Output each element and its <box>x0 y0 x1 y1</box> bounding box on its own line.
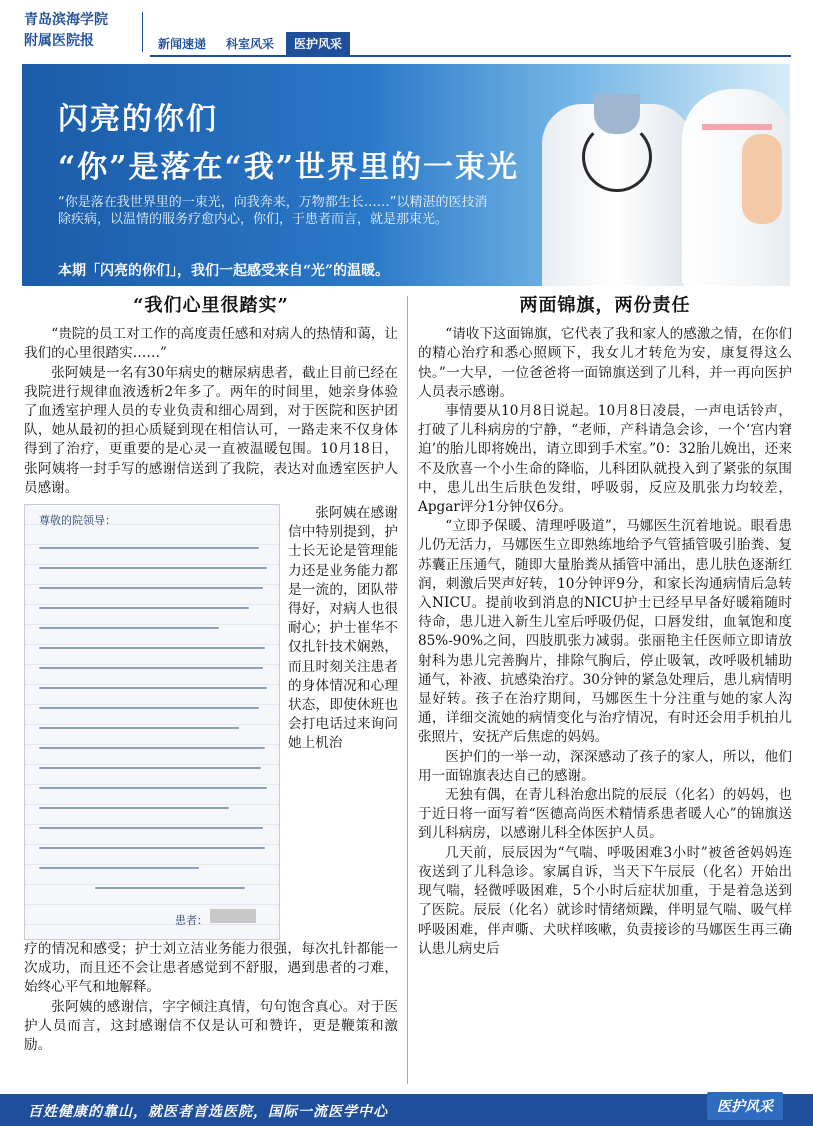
banner-quote: “你是落在我世界里的一束光，向我奔来，万物都生长……”以精湛的医技消除疾病，以温情的服务疗愈内心，你们，于患者而言，就是那束光。 <box>58 195 488 227</box>
letter-signature: 患者： <box>175 914 208 928</box>
section-nav <box>150 32 350 55</box>
right-paragraph: 医护们的一举一动，深深感动了孩子的家人，所以，他们用一面锦旗表达自己的感谢。 <box>418 748 792 784</box>
left-paragraph-continued: 疗的情况和感受；护士刘立洁业务能力很强，每次扎针都能一次成功，而且还不会让患者感觉到不舒服，遇到患者的刁难，始终心平气和地解释。 <box>24 941 398 996</box>
left-paragraph: 张阿姨的感谢信，字字倾注真情，句句饱含真心。对于医护人员而言，这封感谢信不仅是认可和赞许，更是鞭策和激励。 <box>24 998 398 1054</box>
logo-line-2: 附属医院报 <box>24 33 94 49</box>
nurse-arm <box>742 134 782 224</box>
footer-section-tag[interactable]: 医护风采 <box>707 1092 783 1120</box>
right-paragraph: “立即予保暖、清理呼吸道”，马娜医生沉着地说。眼看患儿仍无活力，马娜医生立即熟练地给予气管插管吸引胎粪、复苏囊正压通气，随即大量胎粪从插管中涌出，患儿肤色逐渐红润，刺激后哭声好转，10分钟评9分，和家长沟通病情后急转入NICU。提前收到消息的NICU护士已经早早备好暖箱随时待命，患儿进入新生儿室后呼吸仍促，口唇发绀，血氧饱和度85%-90%之间，四肢肌张力减弱。张丽艳主任医师立即请放射科为患儿完善胸片，排除气胸后，停止吸氧，改呼吸机辅助通气，补液、抗感染治疗。30分钟的紧急处理后，患儿病情明显好转。孩子在治疗期间，马娜医生十分注重与她的家人沟通，详细交流她的病情变化与治疗情况，有时还会用手机拍儿张照片，安抚产后焦虑的妈妈。 <box>418 518 792 746</box>
masthead-separator <box>142 12 143 52</box>
banner-subtitle: “你”是落在“我”世界里的一束光 <box>58 150 520 185</box>
logo-line-1: 青岛滨海学院 <box>24 12 108 28</box>
redacted-name <box>210 909 256 923</box>
nav-departments[interactable]: 科室风采 <box>226 37 275 51</box>
nurse-uniform-trim <box>702 124 772 130</box>
right-article <box>418 292 792 959</box>
left-article-headline: “我们心里很踏实” <box>133 295 289 316</box>
right-paragraph: 几天前，辰辰因为“气喘、呼吸困难3小时”被爸爸妈妈连夜送到了儿科急诊。家属自诉，当天下午辰辰（化名）开始出现气喘，轻微呼吸困难，5个小时后症状加重，于是着急送到了医院。辰辰（化名）就诊时情绪烦躁，伴明显气喘、吸气样呼吸困难，伴声嘶、犬吠样咳嗽，负责接诊的马娜医生再三确认患儿病史后 <box>418 844 792 957</box>
footer-bar <box>0 1094 813 1126</box>
banner-title: 闪亮的你们 <box>58 102 218 137</box>
stethoscope-icon <box>582 122 652 192</box>
right-paragraph: “请收下这面锦旗，它代表了我和家人的感激之情，在你们的精心治疗和悉心照顾下，我女儿才转危为安，康复得这么快。”一大早，一位爸爸将一面锦旗送到了儿科，并一再向医护人员表示感谢。 <box>418 326 792 400</box>
nav-news[interactable]: 新闻速递 <box>158 37 207 51</box>
column-divider <box>407 296 408 1084</box>
nav-staff-profile[interactable]: 医护风采 <box>286 32 350 55</box>
left-paragraph: “贵院的员工对工作的高度责任感和对病人的热情和蔼，让我们的心里很踏实……” <box>24 326 398 362</box>
newspaper-logo[interactable] <box>24 10 134 52</box>
left-paragraph: 张阿姨是一名有30年病史的糖尿病患者，截止目前已经在我院进行规律血液透析2年多了。两年的时间里，她亲身体验了血透室护理人员的专业负责和细心周到，对于医院和医护团队，她从最初的担心质疑到现在相信认可，一路走来不仅身体得到了治疗，更重要的是心灵一直被温暖包围。10月18日，张阿姨将一封手写的感谢信送到了我院，表达对血透室医护人员感谢。 <box>24 364 398 496</box>
letter-section <box>24 504 398 940</box>
banner-issue-note: 本期「闪亮的你们」，我们一起感受来自“光”的温暖。 <box>58 263 390 279</box>
masthead <box>0 0 813 62</box>
right-paragraph: 无独有偶，在青儿科治愈出院的辰辰（化名）的妈妈，也于近日将一面写着“医德高尚医术精情系患者暖人心”的锦旗送到儿科病房，以感谢儿科全体医护人员。 <box>418 787 792 842</box>
letter-greeting: 尊敬的院领导： <box>39 514 116 528</box>
right-paragraph: 事情要从10月8日说起。10月8日凌晨，一声电话铃声，打破了儿科病房的宁静，“老师，产科请急会诊，一个‘宫内窘迫’的胎儿即将娩出，请立即到手术室。”0：32胎儿娩出，还来不及欣喜一个小生命的降临，儿科团队就投入到了紧张的氛围中，患儿出生后肤色发绀，呼吸弱，反应及肌张力均较差，Apgar评分1分钟仅6分。 <box>418 403 792 516</box>
letter-side-text <box>288 504 398 754</box>
left-article <box>24 292 398 1055</box>
handwritten-letter-image <box>24 504 280 940</box>
left-side-paragraph: 张阿姨在感谢信中特别提到，护士长无论是管理能力还是业务能力都是一流的，团队带得好，对病人也很耐心；护士崔华不仅扎针技术娴熟，而且时刻关注患者的身体情况和心理状态，即使休班也会打电话过来询问她上机治 <box>288 505 398 752</box>
masthead-rule <box>150 55 791 57</box>
feature-banner <box>22 64 790 286</box>
footer-motto: 百姓健康的靠山，就医者首选医院，国际一流医学中心 <box>28 1104 388 1120</box>
right-article-headline: 两面锦旗，两份责任 <box>519 295 691 316</box>
